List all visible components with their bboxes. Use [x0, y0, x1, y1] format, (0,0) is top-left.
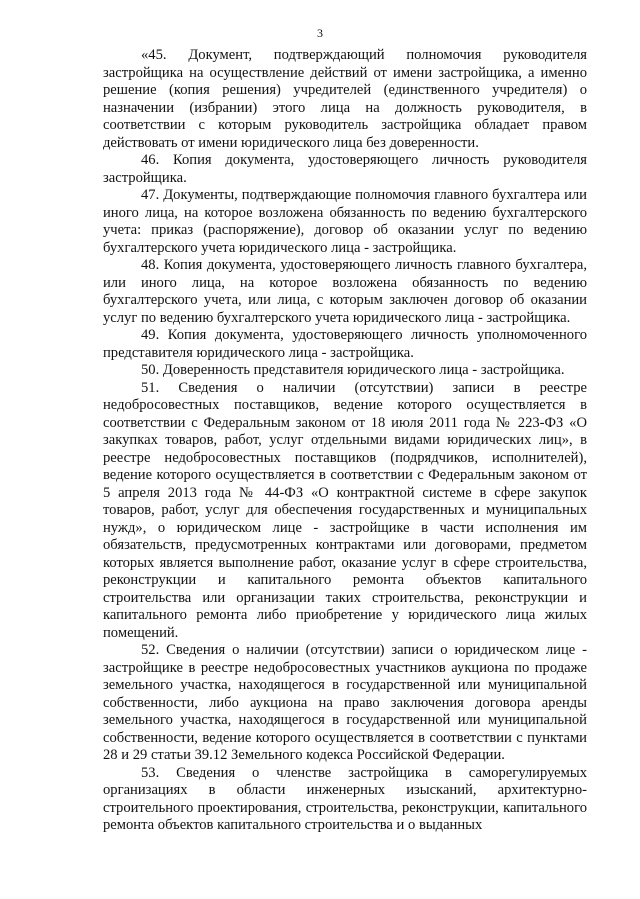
paragraph-51: 51. Сведения о наличии (отсутствии) записи в реестре недобросовестных поставщиков, ведение которого осуществляется в соответствии с Федеральным законом от 18 июля 2011 года № 223-ФЗ «О закупках товаров, работ, услуг отдельными видами юридических лиц», в реестре недобросовестных поставщиков (подрядчиков, исполнителей), ведение которого осуществляется в соответствии с Федеральным законом от 5 апреля 2013 года № 44-ФЗ «О контрактной системе в сфере закупок товаров, работ, услуг для обеспечения государственных и муниципальных нужд», о юридическом лице - застройщике в части исполнения им обязательств, предусмотренных контрактами или договорами, предметом которых является выполнение работ, оказание услуг в сфере строительства, реконструкции и капитального ремонта объектов капитального строительства или организации таких строительства, реконструкции и капитального ремонта либо приобретение у юридического лица жилых помещений. [103, 379, 587, 641]
document-body [103, 47, 587, 835]
paragraph-53: 53. Сведения о членстве застройщика в саморегулируемых организациях в области инженерных изысканий, архитектурно-строительного проектирования, строительства, реконструкции, капитального ремонта объектов капитального строительства и о выданных [103, 764, 587, 833]
paragraph-46: 46. Копия документа, удостоверяющего личность руководителя застройщика. [103, 152, 587, 186]
page-number: 3 [317, 26, 323, 40]
paragraph-45: «45. Документ, подтверждающий полномочия руководителя застройщика на осуществление действий от имени застройщика, а именно решение (копия решения) учредителей (единственного учредителя) о назначении (избрании) этого лица на должность руководителя, в соответствии с которым руководитель застройщика обладает правом действовать от имени юридического лица без доверенности. [103, 47, 587, 151]
paragraph-52: 52. Сведения о наличии (отсутствии) записи о юридическом лице - застройщике в реестре недобросовестных участников аукциона по продаже земельного участка, находящегося в государственной или муниципальной собственности, либо аукциона на право заключения договора аренды земельного участка, находящегося в государственной или муниципальной собственности, ведение которого осуществляется в соответствии с пунктами 28 и 29 статьи 39.12 Земельного кодекса Российской Федерации. [103, 642, 587, 763]
paragraph-47: 47. Документы, подтверждающие полномочия главного бухгалтера или иного лица, на которое возложена обязанность по ведению бухгалтерского учета: приказ (распоряжение), договор об оказании услуг по ведению бухгалтерского учета юридического лица - застройщика. [103, 187, 587, 256]
paragraph-50: 50. Доверенность представителя юридического лица - застройщика. [141, 362, 565, 378]
paragraph-48: 48. Копия документа, удостоверяющего личность главного бухгалтера, или иного лица, на которое возложена обязанность по ведению бухгалтерского учета, или лица, с которым заключен договор об оказании услуг по ведению бухгалтерского учета юридического лица - застройщика. [103, 257, 587, 326]
paragraph-49: 49. Копия документа, удостоверяющего личность уполномоченного представителя юридического лица - застройщика. [103, 327, 587, 361]
